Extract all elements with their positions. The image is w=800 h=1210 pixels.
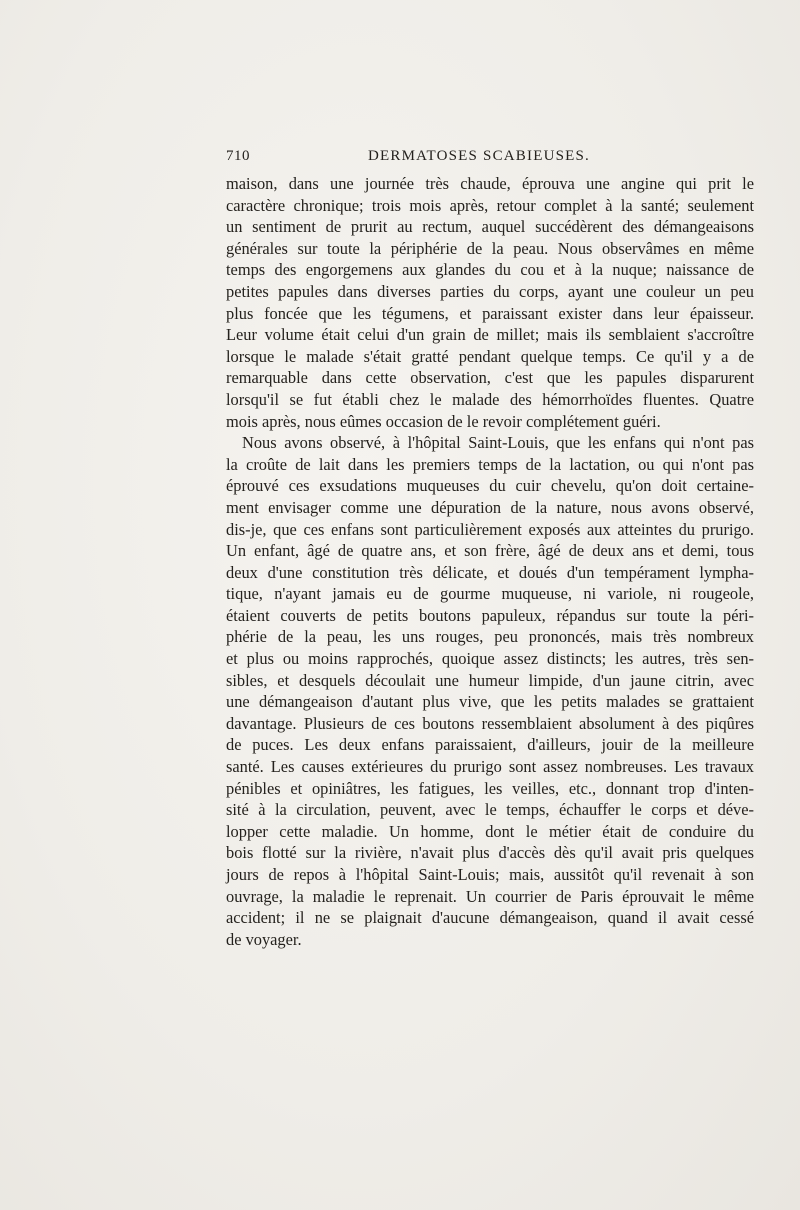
text-line: éprouvé ces exsudations muqueuses du cuir chevelu, qu'on doit certaine- — [226, 476, 754, 496]
text-line: davantage. Plusieurs de ces boutons ressemblaient absolument à des piqûres — [226, 713, 754, 733]
text-line: étaient couverts de petits boutons papuleux, répandus sur toute la péri- — [226, 605, 754, 625]
text-line: générales sur toute la périphérie de la peau. Nous observâmes en même — [226, 238, 754, 258]
text-line: jours de repos à l'hôpital Saint-Louis; mais, aussitôt qu'il revenait à son — [226, 865, 754, 884]
paragraph-end-line: de voyager. — [226, 929, 302, 949]
text-line: deux d'une constitution très délicate, et doués d'un tempérament lympha- — [226, 562, 754, 582]
text-line: ouvrage, la maladie le reprenait. Un courrier de Paris éprouvait le même — [226, 886, 754, 906]
body-text — [226, 173, 754, 950]
text-line: ment envisager comme une dépuration de la nature, nous avons observé, — [226, 497, 754, 517]
text-line: tique, n'ayant jamais eu de gourme muqueuse, ni variole, ni rougeole, — [226, 584, 754, 604]
text-line: lorsqu'il se fut établi chez le malade des hémorrhoïdes fluentes. Quatre — [226, 389, 754, 409]
text-line: Leur volume était celui d'un grain de millet; mais ils semblaient s'accroître — [226, 325, 754, 345]
page-number: 710 — [226, 148, 250, 164]
text-line: bois flotté sur la rivière, n'avait plus d'accès dès qu'il avait pris quelques — [226, 843, 754, 863]
page-header — [226, 146, 756, 170]
text-line: la croûte de lait dans les premiers temps de la lactation, ou qui n'ont pas — [226, 454, 754, 474]
text-line: Un enfant, âgé de quatre ans, et son frère, âgé de deux ans et demi, tous — [226, 541, 754, 561]
paragraph-start-line: Nous avons observé, à l'hôpital Saint-Louis, que les enfans qui n'ont pas — [242, 433, 754, 453]
text-line: et plus ou moins rapprochés, quoique assez distincts; les autres, très sen- — [226, 649, 754, 669]
text-line: lopper cette maladie. Un homme, dont le métier était de conduire du — [226, 821, 754, 841]
text-line: une démangeaison d'autant plus vive, que les petits malades se grattaient — [226, 692, 754, 712]
text-line: temps des engorgemens aux glandes du cou et à la nuque; naissance de — [226, 260, 754, 280]
text-line: sibles, et desquels découlait une humeur limpide, d'un jaune citrin, avec — [226, 670, 754, 690]
text-line: pénibles et opiniâtres, les fatigues, les veilles, etc., donnant trop d'inten- — [226, 778, 754, 798]
paragraph-end-line: mois après, nous eûmes occasion de le revoir complétement guéri. — [226, 411, 661, 431]
text-line: petites papules dans diverses parties du corps, ayant une couleur un peu — [226, 281, 754, 301]
text-line: accident; il ne se plaignait d'aucune démangeaison, quand il avait cessé — [226, 908, 754, 928]
text-line: plus foncée que les tégumens, et paraissant exister dans leur épaisseur. — [226, 303, 754, 323]
text-line: phérie de la peau, les uns rouges, peu prononcés, mais très nombreux — [226, 627, 754, 647]
text-line: un sentiment de prurit au rectum, auquel succédèrent des démangeaisons — [226, 217, 754, 237]
text-line: sité à la circulation, peuvent, avec le temps, échauffer le corps et déve- — [226, 800, 754, 820]
text-line: dis-je, que ces enfans sont particulièrement exposés aux atteintes du prurigo. — [226, 519, 754, 539]
text-line: santé. Les causes extérieures du prurigo sont assez nombreuses. Les travaux — [226, 757, 754, 777]
text-line: maison, dans une journée très chaude, éprouva une angine qui prit le — [226, 174, 754, 193]
text-line: lorsque le malade s'était gratté pendant quelque temps. Ce qu'il y a de — [226, 346, 754, 366]
text-line: de puces. Les deux enfans paraissaient, d'ailleurs, jouir de la meilleure — [226, 735, 754, 755]
running-title: DERMATOSES SCABIEUSES. — [368, 148, 591, 164]
text-line: caractère chronique; trois mois après, retour complet à la santé; seulement — [226, 195, 754, 215]
text-line: remarquable dans cette observation, c'est que les papules disparurent — [226, 368, 754, 388]
